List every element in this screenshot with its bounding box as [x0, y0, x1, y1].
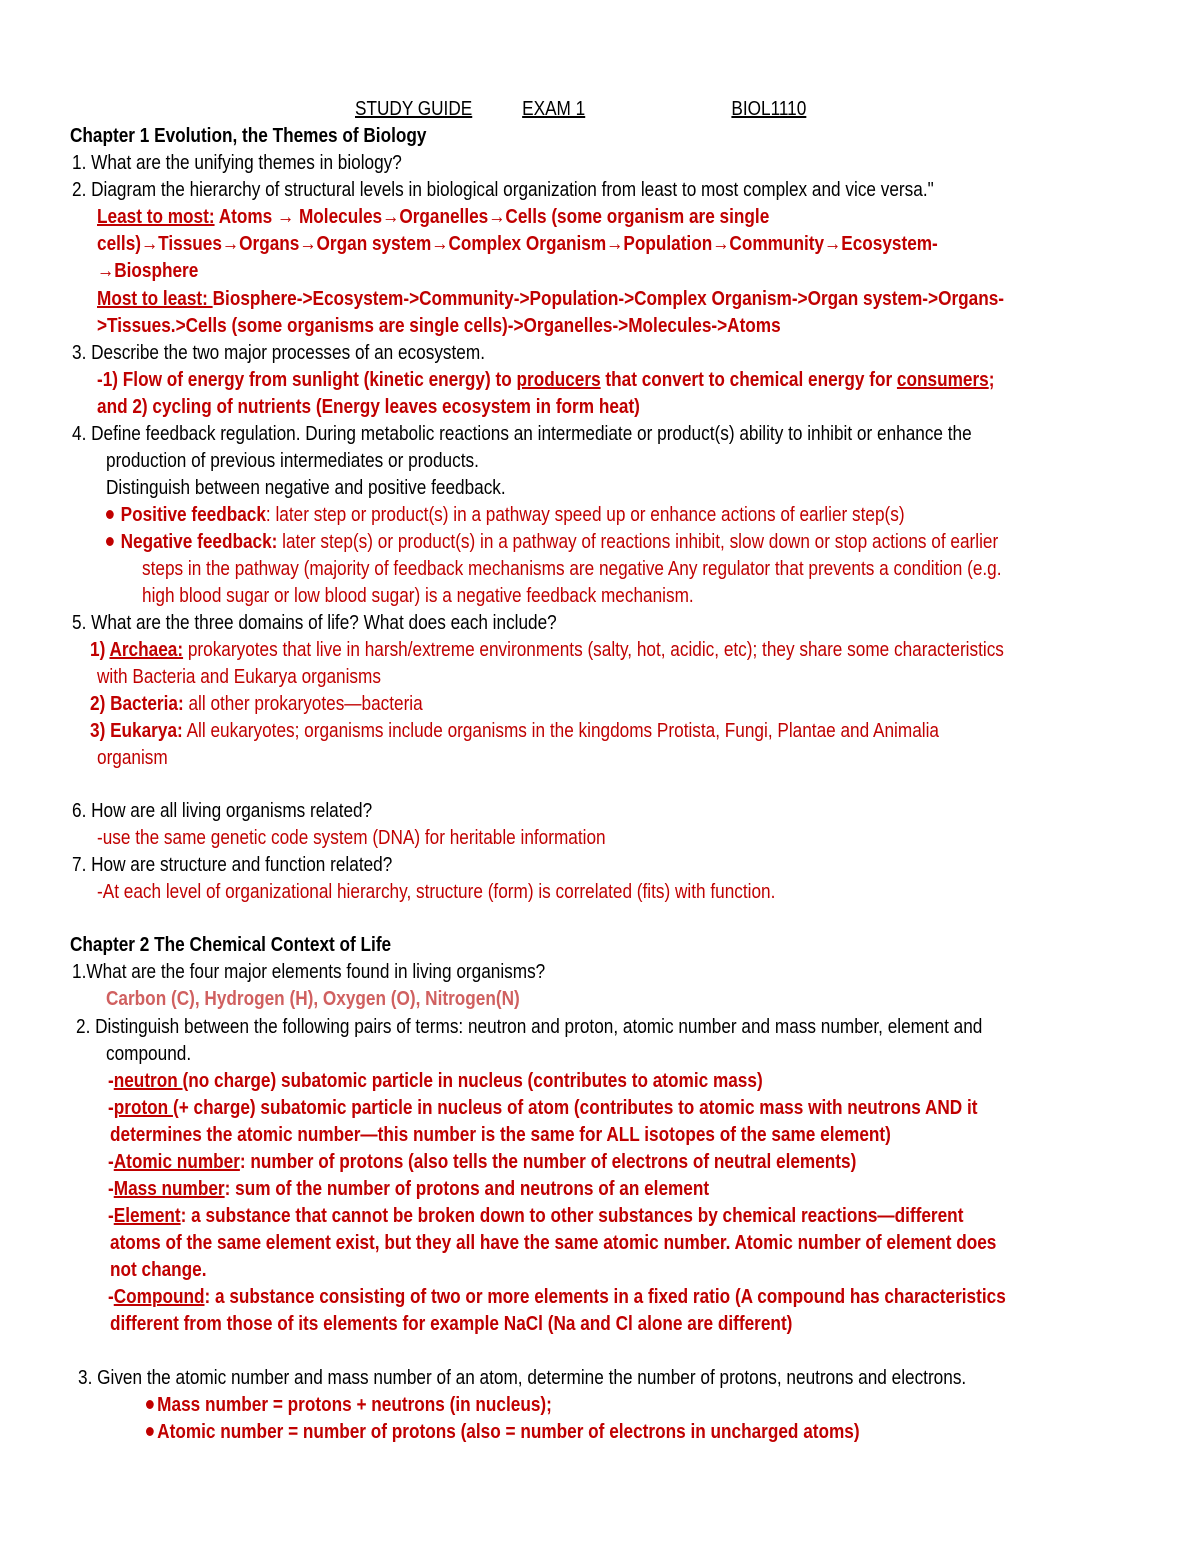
- compound-line-1: [108, 1284, 1006, 1311]
- eukarya-text: All eukaryotes; organisms include organisms in the kingdoms Protista, Fungi, Plantae and Animalia: [182, 720, 939, 742]
- mass-number-bullet: [146, 1392, 552, 1419]
- positive-feedback-line: [106, 502, 905, 529]
- atomic-dash: -: [108, 1151, 114, 1173]
- producers-term: producers: [516, 369, 601, 391]
- least-to-most-line-1: [97, 204, 769, 231]
- ch2-question-3: 3. Given the atomic number and mass number of an atom, determine the number of protons, neutrons and electrons.: [78, 1367, 967, 1389]
- bullet-icon: [106, 510, 114, 519]
- atomic-number-bullet: [146, 1419, 860, 1446]
- bullet-icon: [106, 537, 114, 546]
- neutron-label: neutron: [113, 1070, 183, 1092]
- element-line-2: atoms of the same element exist, but they all have the same atomic number. Atomic number of element does: [110, 1232, 997, 1254]
- positive-feedback-text: : later step or product(s) in a pathway speed up or enhance actions of earlier step(s): [265, 504, 905, 526]
- header-exam: EXAM 1: [522, 98, 586, 120]
- neutron-text: (no charge) subatomic particle in nucleus (contributes to atomic mass): [182, 1070, 763, 1092]
- element-text: : a substance that cannot be broken down to other substances by chemical reactions—different: [180, 1205, 964, 1227]
- compound-dash: -: [108, 1286, 114, 1308]
- chapter1-title: Chapter 1 Evolution, the Themes of Biology: [70, 125, 427, 147]
- atomic-number-line: [108, 1149, 856, 1176]
- answer-7: -At each level of organizational hierarchy, structure (form) is correlated (fits) with function.: [97, 881, 776, 903]
- proton-dash: -: [108, 1097, 114, 1119]
- bullet-icon: [146, 1400, 154, 1409]
- domain-eukarya-line-2: organism: [97, 747, 168, 769]
- most-to-least-label: Most to least:: [97, 288, 213, 310]
- archaea-number: 1): [90, 639, 110, 661]
- ch1-question-4-line-3: Distinguish between negative and positive feedback.: [106, 477, 506, 499]
- element-line-3: not change.: [110, 1259, 207, 1281]
- negative-feedback-line-2: steps in the pathway (majority of feedback mechanisms are negative Any regulator that prevents a condition (e.g.: [142, 558, 1002, 580]
- bullet-icon: [146, 1427, 154, 1436]
- ch2-answer-1: Carbon (C), Hydrogen (H), Oxygen (O), Nitrogen(N): [106, 988, 520, 1010]
- proton-line-1: [108, 1095, 978, 1122]
- proton-label: proton: [113, 1097, 173, 1119]
- atomic-number-text: : number of protons (also tells the number of electrons of neutral elements): [239, 1151, 857, 1173]
- mass-number-label: Mass number: [113, 1178, 225, 1200]
- domain-eukarya-line-1: [90, 718, 939, 745]
- domain-bacteria-line: [90, 691, 423, 718]
- answer-3-line-2: and 2) cycling of nutrients (Energy leaves ecosystem in form heat): [97, 396, 640, 418]
- header-study-guide: STUDY GUIDE: [355, 98, 473, 120]
- answer-3-part-e: ;: [988, 369, 995, 391]
- ch1-question-1: 1. What are the unifying themes in biology?: [72, 152, 402, 174]
- compound-text: : a substance consisting of two or more elements in a fixed ratio (A compound has characteristics: [204, 1286, 1006, 1308]
- archaea-label: Archaea:: [109, 639, 184, 661]
- answer-3-part-c: that convert to chemical energy for: [600, 369, 897, 391]
- ch1-question-3: 3. Describe the two major processes of an ecosystem.: [72, 342, 485, 364]
- element-label: Element: [113, 1205, 181, 1227]
- ch1-question-5: 5. What are the three domains of life? What does each include?: [72, 612, 557, 634]
- ch2-question-2-line-1: 2. Distinguish between the following pairs of terms: neutron and proton, atomic number and mass number, element and: [76, 1016, 983, 1038]
- mass-number-formula: Mass number = protons + neutrons (in nucleus);: [157, 1394, 552, 1416]
- chapter2-title: Chapter 2 The Chemical Context of Life: [70, 934, 392, 956]
- answer-3-line-1: [97, 367, 994, 394]
- least-to-most-label: Least to most:: [97, 206, 215, 228]
- eukarya-label: 3) Eukarya:: [90, 720, 183, 742]
- ch1-question-6: 6. How are all living organisms related?: [72, 800, 373, 822]
- element-line-1: [108, 1203, 963, 1230]
- atomic-number-formula: Atomic number = number of protons (also = number of electrons in uncharged atoms): [157, 1421, 860, 1443]
- most-to-least-line-2: >Tissues.>Cells (some organisms are single cells)->Organelles->Molecules->Atoms: [97, 315, 781, 337]
- negative-feedback-label: Negative feedback:: [120, 531, 278, 553]
- answer-3-part-a: -1) Flow of energy from sunlight (kinetic energy) to: [97, 369, 517, 391]
- domain-archaea-line-1: [90, 637, 1004, 664]
- mass-number-text: : sum of the number of protons and neutrons of an element: [224, 1178, 710, 1200]
- header-course: BIOL1110: [731, 98, 807, 120]
- proton-text: (+ charge) subatomic particle in nucleus of atom (contributes to atomic mass with neutrons AND it: [172, 1097, 978, 1119]
- ch1-question-4-line-2: production of previous intermediates or products.: [106, 450, 479, 472]
- neutron-dash: -: [108, 1070, 114, 1092]
- proton-line-2: determines the atomic number—this number is the same for ALL isotopes of the same element): [110, 1124, 891, 1146]
- compound-line-2: different from those of its elements for example NaCl (Na and Cl alone are different): [110, 1313, 793, 1335]
- neutron-line: [108, 1068, 763, 1095]
- bacteria-text: all other prokaryotes—bacteria: [183, 693, 423, 715]
- mass-number-line: [108, 1176, 709, 1203]
- answer-6: -use the same genetic code system (DNA) for heritable information: [97, 827, 606, 849]
- domain-archaea-line-2: with Bacteria and Eukarya organisms: [97, 666, 381, 688]
- bacteria-label: 2) Bacteria:: [90, 693, 184, 715]
- negative-feedback-text: later step(s) or product(s) in a pathway of reactions inhibit, slow down or stop actions of earlier: [277, 531, 999, 553]
- ch1-question-4-line-1: 4. Define feedback regulation. During metabolic reactions an intermediate or product(s) ability to inhibit or enhance the: [72, 423, 972, 445]
- negative-feedback-line-3: high blood sugar or low blood sugar) is a negative feedback mechanism.: [142, 585, 694, 607]
- consumers-term: consumers: [896, 369, 989, 391]
- ch2-question-2-line-2: compound.: [106, 1043, 192, 1065]
- positive-feedback-label: Positive feedback: [120, 504, 266, 526]
- ch1-question-2: 2. Diagram the hierarchy of structural levels in biological organization from least to most complex and vice versa.": [72, 179, 934, 201]
- mass-dash: -: [108, 1178, 114, 1200]
- least-to-most-line-3: →Biosphere: [97, 260, 199, 282]
- element-dash: -: [108, 1205, 114, 1227]
- archaea-text: prokaryotes that live in harsh/extreme environments (salty, hot, acidic, etc); they share some characteristics: [183, 639, 1004, 661]
- negative-feedback-line-1: [106, 529, 998, 556]
- header-line: [355, 96, 806, 123]
- atomic-number-label: Atomic number: [113, 1151, 240, 1173]
- ch2-question-1: 1.What are the four major elements found in living organisms?: [72, 961, 546, 983]
- most-to-least-line-1: [97, 286, 1004, 313]
- least-to-most-text: Atoms → Molecules→Organelles→Cells (some organism are single: [214, 206, 770, 228]
- compound-label: Compound: [113, 1286, 205, 1308]
- least-to-most-line-2: cells)→Tissues→Organs→Organ system→Complex Organism→Population→Community→Ecosystem-: [97, 233, 938, 255]
- ch1-question-7: 7. How are structure and function related?: [72, 854, 393, 876]
- most-to-least-text: Biosphere->Ecosystem->Community->Population->Complex Organism->Organ system->Organs-: [212, 288, 1005, 310]
